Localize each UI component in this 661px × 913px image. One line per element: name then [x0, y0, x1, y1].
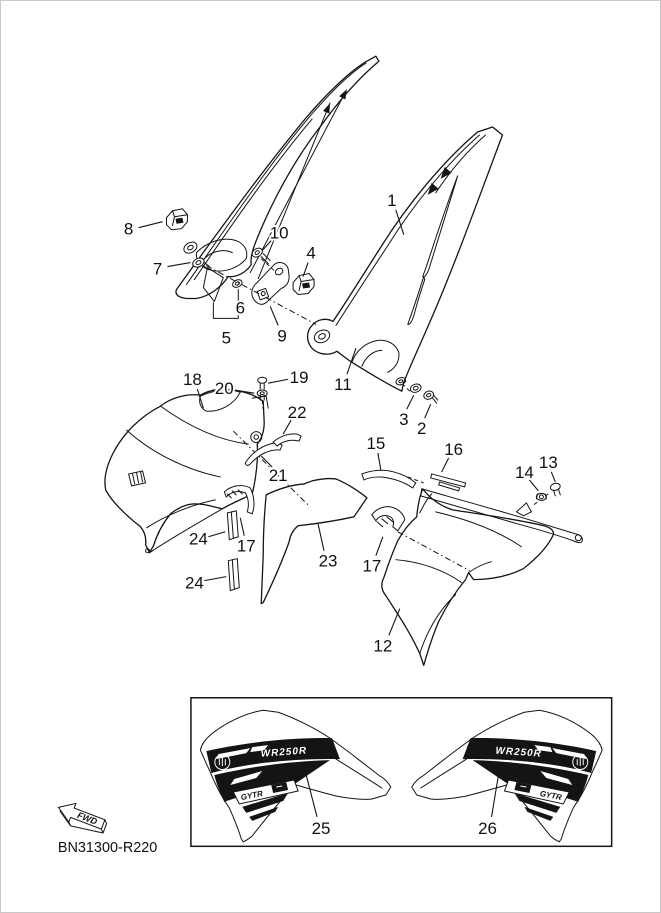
part-clip-nut-8 [166, 209, 187, 230]
edge-arrow-mark [428, 183, 439, 195]
callout-8: 8 [123, 219, 134, 239]
part-tape-24-lower [228, 559, 239, 591]
part-tape-24-upper [227, 511, 238, 540]
callout-14: 14 [514, 462, 534, 482]
leader-line-9 [270, 306, 278, 325]
part-strip-15 [362, 470, 416, 488]
leader-line-17 [376, 537, 383, 556]
callout-15: 15 [366, 434, 386, 454]
leader-line-13 [551, 472, 555, 482]
callout-16: 16 [444, 440, 464, 460]
part-nut-14 [536, 493, 546, 500]
callout-13: 13 [538, 452, 558, 472]
part-damper-22 [273, 434, 301, 446]
assembly-axis-lines-left-cover [250, 89, 347, 278]
callout-24: 24 [188, 529, 208, 549]
fwd-label: FWD [75, 810, 99, 827]
decal-brand-text-left: GYTR [240, 788, 264, 803]
callout-18: 18 [182, 370, 202, 390]
part-strip-16 [431, 474, 466, 491]
part-panel-23 [261, 479, 367, 604]
leader-line-24 [208, 532, 225, 537]
callout-23: 23 [318, 551, 338, 571]
callout-22: 22 [287, 403, 307, 423]
leader-line-11 [347, 348, 356, 374]
leader-line-15 [378, 453, 381, 470]
callout-6: 6 [235, 298, 245, 318]
part-seal-17-right [372, 507, 405, 531]
leader-line-16 [442, 458, 449, 472]
callout-3: 3 [399, 410, 409, 430]
assembly-centerline-right-shroud [398, 532, 470, 571]
leader-line-3 [407, 395, 414, 409]
callout-17: 17 [236, 536, 256, 556]
decal-brand-text-right: GYTR [539, 788, 563, 803]
graphics-inset-box [191, 698, 612, 847]
leader-line-23 [318, 524, 324, 551]
part-damper-21 [245, 443, 282, 465]
callout-12: 12 [373, 636, 393, 656]
part-shroud-left-18 [105, 389, 268, 553]
callout-26: 26 [478, 818, 497, 838]
exploded-parts-diagram [1, 1, 660, 912]
callout-5: 5 [221, 328, 232, 348]
callout-21: 21 [268, 465, 288, 485]
bolt2-axis [404, 385, 410, 391]
callout-2: 2 [417, 419, 427, 439]
part-washer-3 [409, 383, 422, 394]
drawing-code: BN31300-R220 [57, 839, 158, 856]
leader-line-2 [425, 404, 431, 418]
part-bolt-2 [423, 390, 438, 403]
leader-line-17 [240, 518, 244, 536]
part-shroud-right-12 [382, 489, 554, 665]
callout-25: 25 [311, 818, 331, 838]
part-screw-13 [550, 482, 561, 496]
callout-9: 9 [277, 326, 287, 346]
leader-line-12 [389, 609, 400, 636]
part-bracket-9 [252, 263, 289, 305]
fwd-direction-arrow [54, 798, 110, 838]
callout-4: 4 [306, 243, 316, 263]
leader-line-24 [204, 577, 226, 581]
decal-model-text-right: WR250R [495, 745, 543, 760]
leader-line-19 [268, 379, 288, 383]
leader-line-7 [167, 263, 190, 267]
callout-1: 1 [387, 190, 397, 210]
callout-20: 20 [214, 379, 234, 399]
callout-17: 17 [362, 556, 382, 576]
leader-line-22 [283, 420, 291, 434]
callout-11: 11 [334, 375, 352, 395]
decal-model-text-left: WR250R [260, 745, 308, 760]
callout-10: 10 [269, 223, 289, 243]
part-screw-19 [258, 377, 267, 389]
leader-line-8 [139, 222, 163, 228]
part-bolt-7 [191, 256, 209, 269]
bolt10-axis [261, 259, 274, 271]
part-side-cover-right [308, 127, 503, 391]
callout-24: 24 [184, 573, 204, 593]
callout-7: 7 [152, 259, 163, 279]
callout-19: 19 [289, 368, 309, 388]
